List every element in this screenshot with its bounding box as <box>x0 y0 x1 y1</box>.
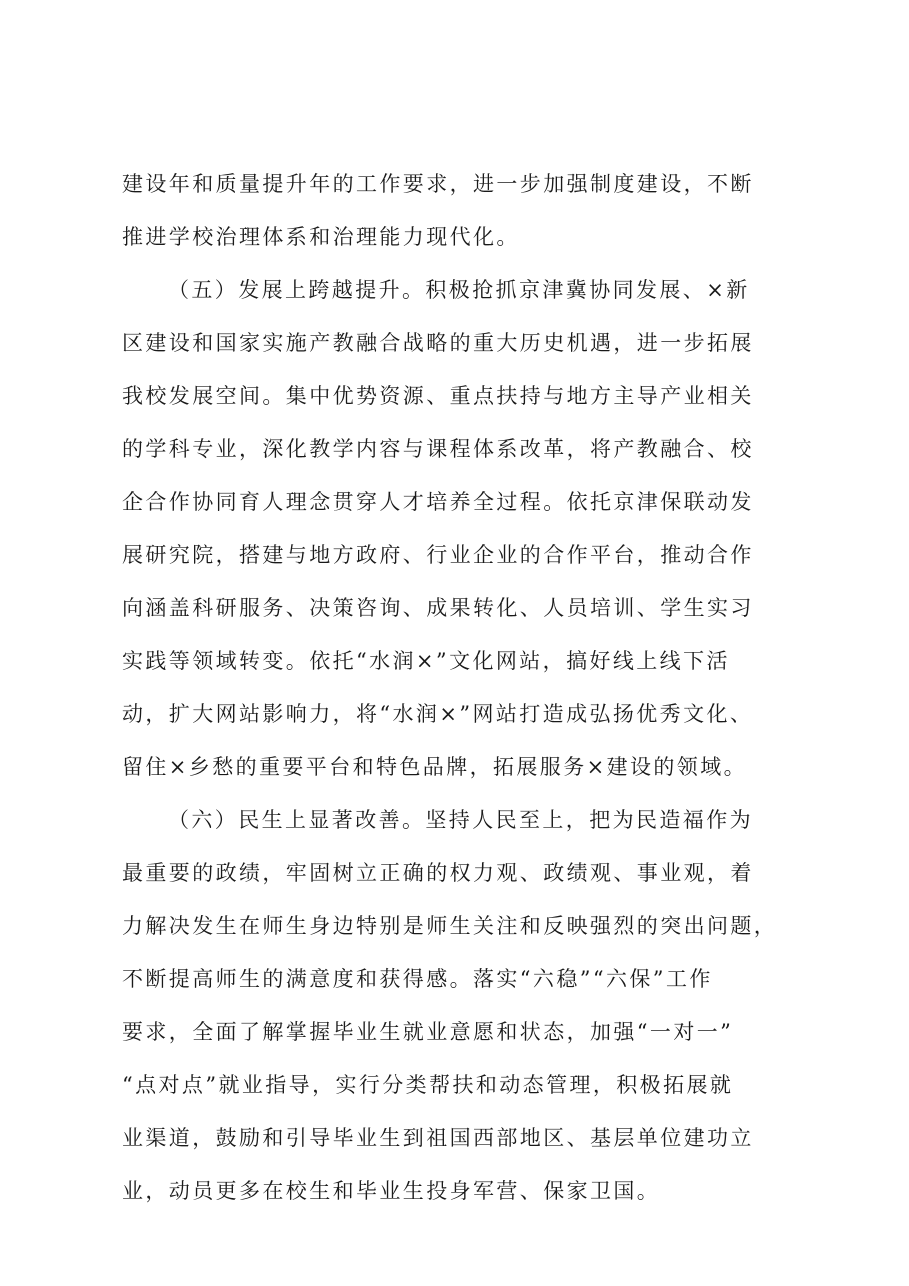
text-line: 展研究院，搭建与地方政府、行业企业的合作平台，推动合作 <box>122 543 754 567</box>
text-line: 的学科专业，深化教学内容与课程体系改革，将产教融合、校 <box>122 437 754 461</box>
section-heading-line: （六）民生上显著改善。坚持人民至上，把为民造福作为 <box>168 808 753 832</box>
text-line: 向涵盖科研服务、决策咨询、成果转化、人员培训、学生实习 <box>122 596 754 620</box>
text-line: 动，扩大网站影响力，将“水润×”网站打造成弘扬优秀文化、 <box>122 702 754 726</box>
text-line: 建设年和质量提升年的工作要求，进一步加强制度建设，不断 <box>122 172 754 196</box>
text-line: 实践等领域转变。依托“水润×”文化网站，搞好线上线下活 <box>122 649 730 673</box>
text-line: 业渠道，鼓励和引导毕业生到祖国西部地区、基层单位建功立 <box>122 1126 754 1150</box>
text-line: 不断提高师生的满意度和获得感。落实“六稳”“六保”工作 <box>122 967 713 991</box>
section-heading-line: （五）发展上跨越提升。积极抢抓京津冀协同发展、×新 <box>168 278 750 302</box>
text-line: 要求，全面了解掌握毕业生就业意愿和状态，加强“一对一” <box>122 1020 734 1044</box>
text-line: “点对点”就业指导，实行分类帮扶和动态管理，积极拓展就 <box>122 1073 734 1097</box>
text-line: 推进学校治理体系和治理能力现代化。 <box>122 225 520 249</box>
text-line: 区建设和国家实施产教融合战略的重大历史机遇，进一步拓展 <box>122 331 754 355</box>
text-line: 企合作协同育人理念贯穿人才培养全过程。依托京津保联动发 <box>122 490 754 514</box>
document-body <box>122 158 802 1218</box>
text-line: 最重要的政绩，牢固树立正确的权力观、政绩观、事业观，着 <box>122 861 754 885</box>
text-line: 我校发展空间。集中优势资源、重点扶持与地方主导产业相关 <box>122 384 754 408</box>
text-line: 力解决发生在师生身边特别是师生关注和反映强烈的突出问题， <box>122 914 778 938</box>
text-line: 留住×乡愁的重要平台和特色品牌，拓展服务×建设的领域。 <box>122 755 747 779</box>
text-line: 业，动员更多在校生和毕业生投身军营、保家卫国。 <box>122 1179 661 1203</box>
